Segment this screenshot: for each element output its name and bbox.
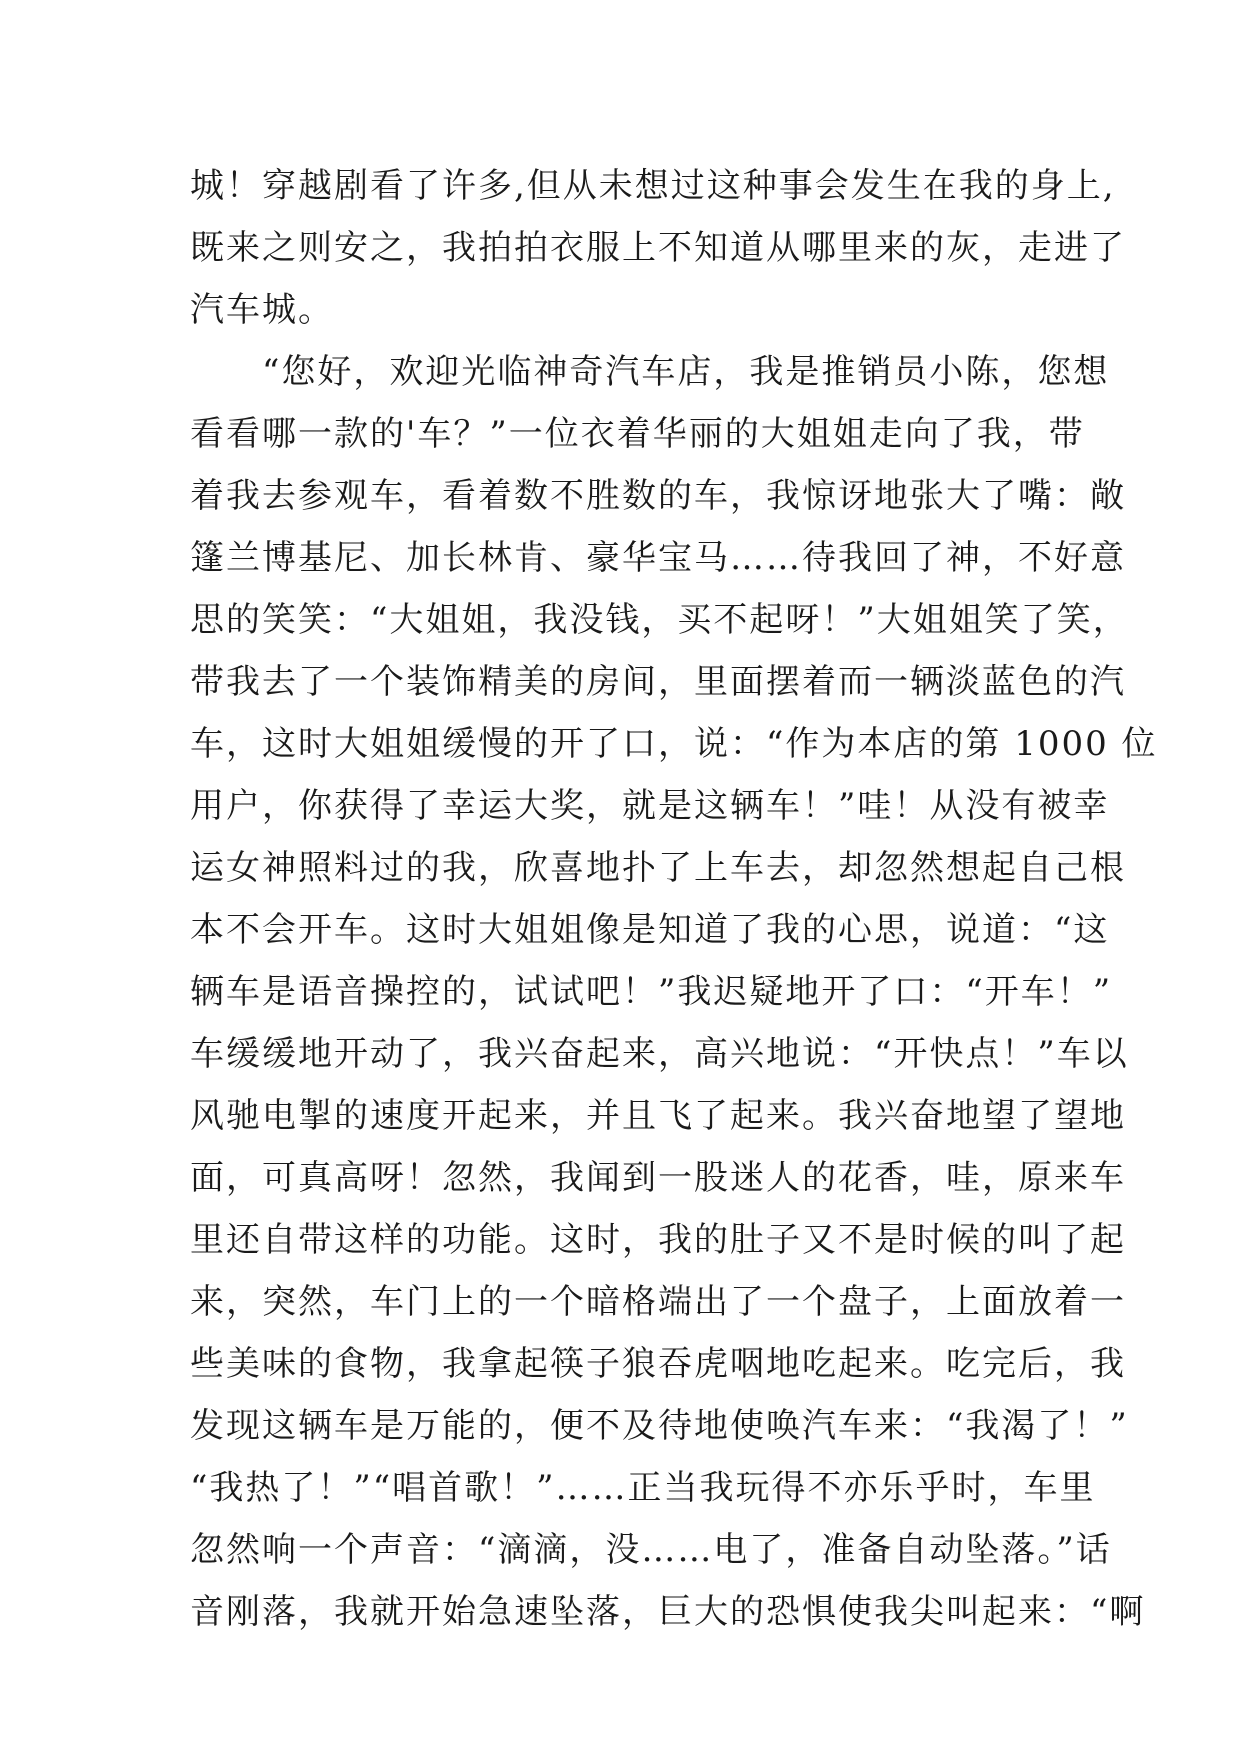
text-line: 音刚落，我就开始急速坠落，巨大的恐惧使我尖叫起来：“啊 bbox=[190, 1592, 1146, 1632]
text-line: 车，这时大姐姐缓慢的开了口，说：“作为本店的第 1000 位 bbox=[190, 724, 1158, 764]
text-line: 思的笑笑：“大姐姐，我没钱，买不起呀！”大姐姐笑了笑， bbox=[190, 600, 1129, 640]
text-line: 辆车是语音操控的，试试吧！”我迟疑地开了口：“开车！” bbox=[190, 972, 1113, 1012]
text-line: 本不会开车。这时大姐姐像是知道了我的心思，说道：“这 bbox=[190, 910, 1110, 950]
story-text bbox=[190, 155, 1158, 1643]
text-line: 着我去参观车，看着数不胜数的车，我惊讶地张大了嘴：敞 bbox=[190, 476, 1126, 516]
text-line: 些美味的食物，我拿起筷子狼吞虎咽地吃起来。吃完后，我 bbox=[190, 1344, 1126, 1384]
text-line: 城！穿越剧看了许多,但从未想过这种事会发生在我的身上, bbox=[190, 166, 1116, 206]
text-line: 来，突然，车门上的一个暗格端出了一个盘子，上面放着一 bbox=[190, 1282, 1126, 1322]
text-line: 发现这辆车是万能的，便不及待地使唤汽车来：“我渴了！” bbox=[190, 1406, 1129, 1446]
text-line: 带我去了一个装饰精美的房间，里面摆着而一辆淡蓝色的汽 bbox=[190, 662, 1126, 702]
paragraph-start-line: “您好，欢迎光临神奇汽车店，我是推销员小陈，您想 bbox=[262, 352, 1110, 392]
text-line: 里还自带这样的功能。这时，我的肚子又不是时候的叫了起 bbox=[190, 1220, 1126, 1260]
text-line: “我热了！”“唱首歌！”……正当我玩得不亦乐乎时，车里 bbox=[190, 1468, 1096, 1508]
text-line: 既来之则安之，我拍拍衣服上不知道从哪里来的灰，走进了 bbox=[190, 228, 1126, 268]
text-line: 面，可真高呀！忽然，我闻到一股迷人的花香，哇，原来车 bbox=[190, 1158, 1126, 1198]
text-line: 风驰电掣的速度开起来，并且飞了起来。我兴奋地望了望地 bbox=[190, 1096, 1126, 1136]
text-line: 汽车城。 bbox=[190, 290, 334, 330]
text-line: 看看哪一款的'车？”一位衣着华丽的大姐姐走向了我，带 bbox=[190, 414, 1085, 454]
text-line: 用户，你获得了幸运大奖，就是这辆车！”哇！从没有被幸 bbox=[190, 786, 1110, 826]
text-line: 忽然响一个声音：“滴滴，没……电了，准备自动坠落。”话 bbox=[190, 1530, 1112, 1570]
text-line: 运女神照料过的我，欣喜地扑了上车去，却忽然想起自己根 bbox=[190, 848, 1126, 888]
text-line: 车缓缓地开动了，我兴奋起来，高兴地说：“开快点！”车以 bbox=[190, 1034, 1129, 1074]
text-line: 篷兰博基尼、加长林肯、豪华宝马……待我回了神，不好意 bbox=[190, 538, 1126, 578]
